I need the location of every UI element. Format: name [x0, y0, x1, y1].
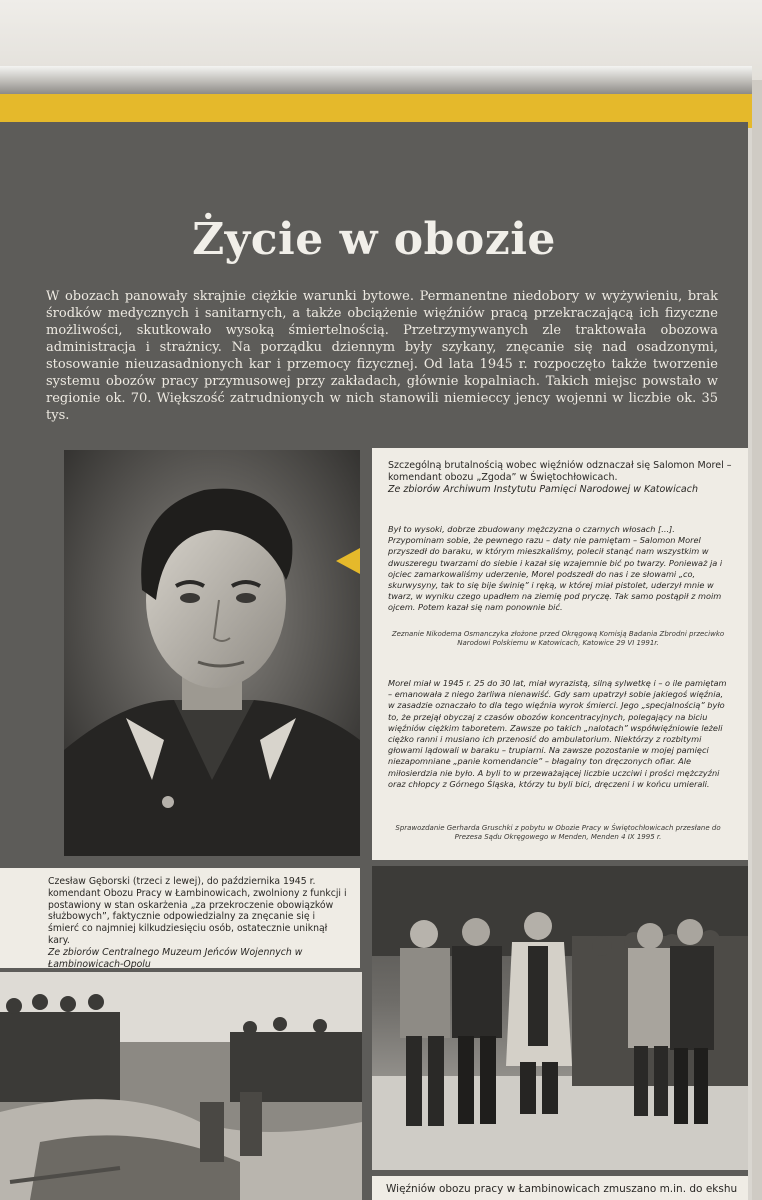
geborski-caption	[48, 876, 348, 970]
trench-illustration	[0, 972, 362, 1200]
geborski-caption-card	[0, 868, 360, 968]
banner-rail	[0, 66, 752, 95]
panel-title: Życie w obozie	[192, 214, 556, 265]
wall-edge	[752, 80, 762, 1200]
bottom-caption: Więźniów obozu pracy w Łambinowicach zmuszano m.in. do ekshu	[386, 1183, 738, 1195]
testimony-quote-2: Morel miał w 1945 r. 25 do 30 lat, miał wyrazistą, silną sylwetkę i – o ile pamiętam – emanowała z niego żarliwa nienawiść. Gdy sam upatrzył sobie jakiegoś więźnia, w zasadzie oznaczało to dla tego więźnia wyrok śmierci. Jego „specjalnością” było to, że przejął obyczaj z czasów obozów koncentracyjnych, polegający na biciu więźniów ciężkim taboretem. Zawsze po takich „nalotach” współwięźniowie leżeli ciężko ranni i musiano ich przenosić do ambulatorium. Niektórzy z rozbitymi głowami lądowali w baraku – trupiarni. Na zawsze pozostanie w mojej pamięci niezapomniane „panie komendancie” – błagalny ton dręczonych ofiar. Ale miłosierdzia nie było. A byli to w przeważającej liczbie uczciwi i prości mężczyźni oraz chłopcy z Górnego Śląska, którzy tu byli bici, dręczeni i w końcu umierali.	[388, 678, 727, 789]
portrait-photo	[64, 450, 360, 856]
testimony-source-1: Zeznanie Nikodema Osmanczyka złożone przed Okręgową Komisją Badania Zbrodni przeciwko Narodowi Polskiemu w Katowicach, Katowice 29 VI 1991r.	[391, 630, 725, 647]
portrait-caption-text: Szczególną brutalnością wobec więźniów odznaczał się Salomon Morel – komendant obozu „Zgoda” w Świętochłowicach.	[388, 460, 732, 483]
yellow-pointer-icon	[336, 548, 360, 574]
group-photo	[372, 866, 748, 1170]
trench-photo	[0, 972, 362, 1200]
testimony-card	[372, 448, 748, 860]
testimony-source-2: Sprawozdanie Gerharda Gruschki z pobytu w Obozie Pracy w Świętochłowicach przesłane do Prezesa Sądu Okręgowego w Menden, Menden 4 IX 1995 r.	[395, 824, 721, 841]
geborski-caption-text: Czesław Gęborski (trzeci z lewej), do października 1945 r. komendant Obozu Pracy w Łambinowicach, zwolniony z funkcji i postawiony w stan oskarżenia „za przekroczenie obowiązków służbowych”, faktycznie odpowiedzialny za znęcanie się i śmierć co najmniej kilkudziesięciu osób, ostatecznie uniknął kary.	[48, 876, 347, 946]
portrait-illustration	[64, 450, 360, 856]
geborski-caption-source: Ze zbiorów Centralnego Muzeum Jeńców Wojennych w Łambinowicach-Opolu	[48, 946, 303, 970]
group-illustration	[372, 866, 748, 1170]
portrait-caption	[388, 460, 736, 496]
bottom-caption-card	[372, 1176, 748, 1200]
intro-paragraph: W obozach panowały skrajnie ciężkie warunki bytowe. Permanentne niedobory w wyżywieniu, brak środków medycznych i sanitarnych, a także obciążenie więźniów pracą przekraczającą ich fizyczne możliwości, skutkowało wysoką śmiertelnością. Przetrzymywanych zle traktowała obozowa administracja i strażnicy. Na porządku dziennym były szykany, znęcanie się nad osadzonymi, stosowanie nieuzasadnionych kar i przemocy fizycznej. Od lata 1945 r. rozpoczęto także tworzenie systemu obozów pracy przymusowej przy zakładach, głównie kopalniach. Takich miejsc powstało w regionie ok. 70. Większość zatrudnionych w nich stanowili niemieccy jency wojenni w liczbie ok. 35 tys.	[46, 289, 718, 423]
testimony-quote-1: Był to wysoki, dobrze zbudowany mężczyzna o czarnych włosach [...]. Przypominam sobie, że pewnego razu – daty nie pamiętam – Salomon Morel przyszedł do baraku, w którym mieszkaliśmy, polecił stanąć nam wszystkim w dwuszeregu twarzami do siebie i kazał się wzajemnie bić po twarzy. Ponieważ ja i ojciec zamarkowaliśmy uderzenie, Morel podszedł do nas i ze słowami „co, skurwysyny, tak to się bije świnię” i ręką, w której miał pistolet, uderzył mnie w twarz, w wyniku czego upadłem na ziemię pod pryczę. Tak samo postąpił z moim ojcem. Potem kazał się nam ponownie bić.	[388, 524, 723, 613]
portrait-caption-source: Ze zbiorów Archiwum Instytutu Pamięci Narodowej w Katowicach	[388, 484, 699, 495]
